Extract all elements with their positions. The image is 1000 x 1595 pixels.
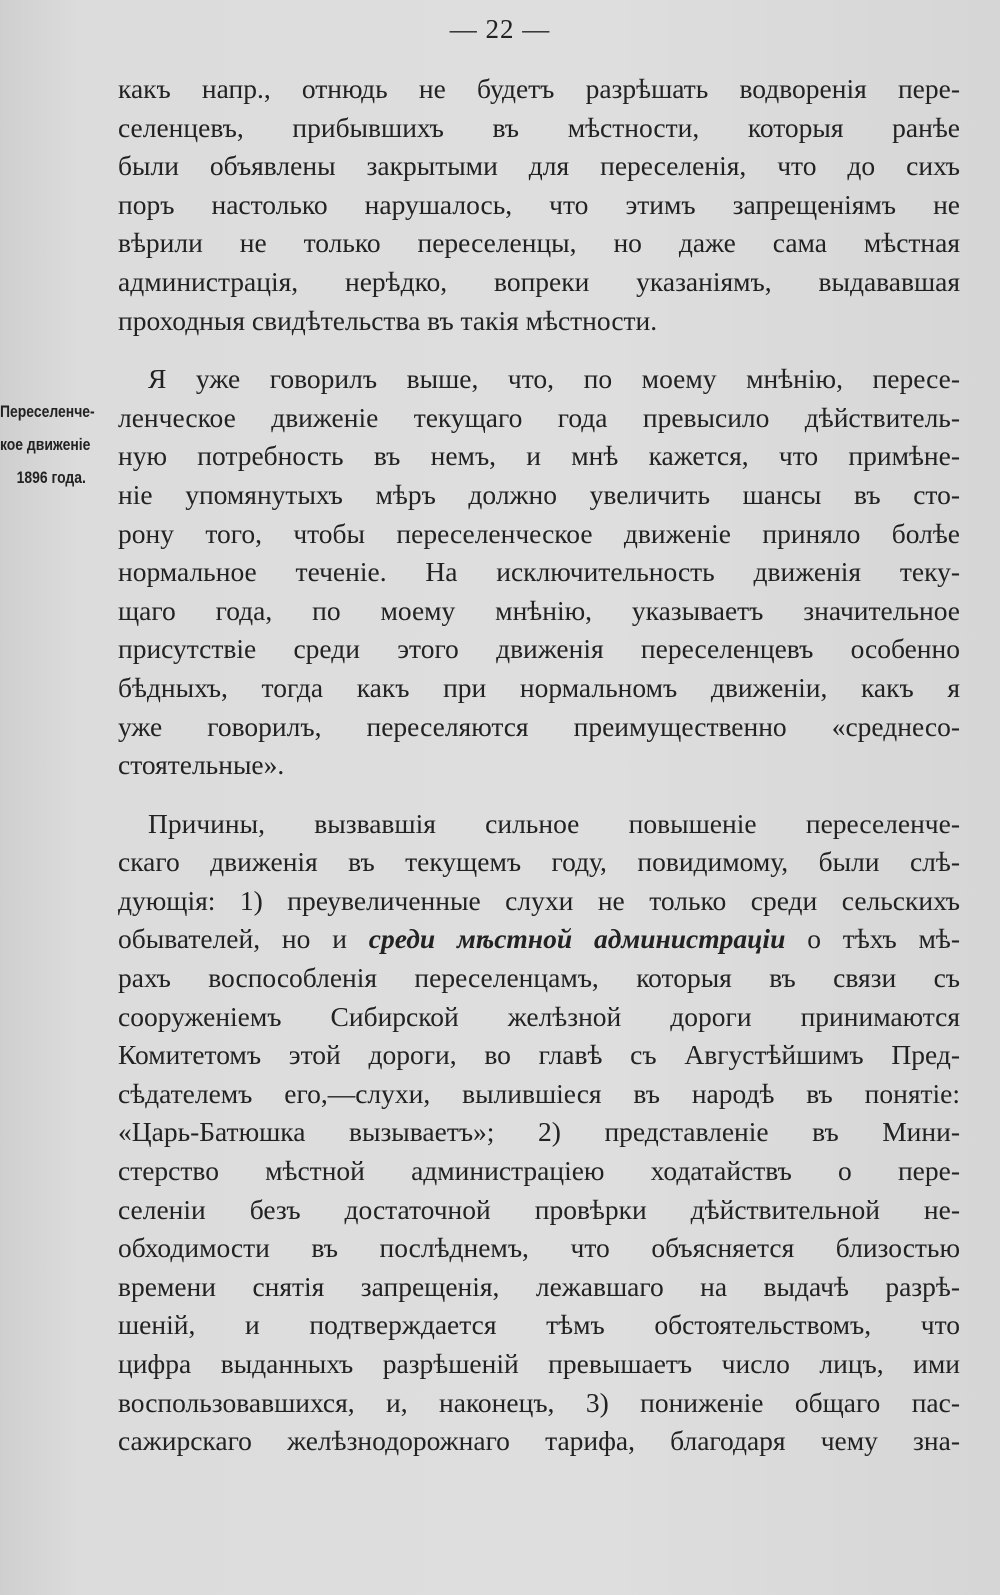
text-line: администрація, нерѣдко, вопреки указаніямъ, выдававшая bbox=[118, 265, 960, 297]
text-line: сѣдателемъ его,—слухи, вылившіеся въ народѣ въ понятіе: bbox=[118, 1077, 960, 1109]
text-line: нормальное теченіе. На исключительность движенія теку- bbox=[118, 556, 960, 588]
paragraph-1 bbox=[118, 70, 960, 340]
text-line: сажирскаго желѣзнодорожнаго тарифа, благодаря чему зна- bbox=[118, 1425, 960, 1457]
text-line: обходимости въ послѣднемъ, что объясняется близостью bbox=[118, 1232, 960, 1264]
emphasized-text: среди мѣстной администраціи bbox=[368, 923, 786, 955]
margin-note-line: кое движеніе bbox=[0, 435, 91, 454]
text-line: присутствіе среди этого движенія переселенцевъ особенно bbox=[118, 633, 960, 665]
text-line: стерство мѣстной администраціею ходатайствъ о пере- bbox=[118, 1155, 960, 1187]
text-line: времени снятія запрещенія, лежавшаго на выдачѣ разрѣ- bbox=[118, 1270, 960, 1302]
text-line: ленческое движеніе текущаго года превысило дѣйствитель- bbox=[118, 401, 960, 433]
text-line: цифра выданныхъ разрѣшеній превышаетъ число лицъ, ими bbox=[118, 1348, 960, 1379]
text-line bbox=[118, 920, 960, 959]
text-line: рону того, чтобы переселенческое движеніе приняло болѣе bbox=[118, 517, 960, 549]
text-line: «Царь-Батюшка вызываетъ»; 2) представленіе въ Мини- bbox=[118, 1116, 960, 1148]
text-fragment: о тѣхъ мѣ- bbox=[807, 923, 961, 955]
text-line: Я уже говорилъ выше, что, по моему мнѣнію, пересе- bbox=[148, 363, 960, 395]
text-line: стоятельные». bbox=[118, 749, 285, 781]
page-number: — 22 — bbox=[449, 14, 551, 44]
text-line: проходныя свидѣтельства въ такія мѣстности. bbox=[118, 304, 658, 336]
text-line: ніе упомянутыхъ мѣръ должно увеличить шансы въ сто- bbox=[118, 478, 960, 510]
text-line: скаго движенія въ текущемъ году, повидимому, были слѣ- bbox=[118, 846, 960, 878]
text-fragment: обывателей, но и bbox=[118, 923, 347, 955]
margin-note-line: 1896 года. bbox=[16, 468, 86, 487]
paragraph-3 bbox=[118, 805, 960, 1461]
text-line: дующія: 1) преувеличенные слухи не только среди сельскихъ bbox=[118, 884, 960, 916]
text-line: какъ напр., отнюдь не будетъ разрѣшать водворенія пере- bbox=[118, 73, 960, 104]
text-line: поръ настолько нарушалось, что этимъ запрещеніямъ не bbox=[118, 188, 960, 220]
text-line: вѣрили не только переселенцы, но даже сама мѣстная bbox=[118, 227, 960, 259]
text-line: рахъ воспособленія переселенцамъ, которыя въ связи съ bbox=[118, 962, 960, 994]
text-line: сооруженіемъ Сибирской желѣзной дороги принимаются bbox=[118, 1000, 960, 1032]
text-line: бѣдныхъ, тогда какъ при нормальномъ движеніи, какъ я bbox=[118, 671, 960, 703]
body-text bbox=[118, 70, 960, 1461]
text-line: шеній, и подтверждается тѣмъ обстоятельствомъ, что bbox=[118, 1309, 960, 1341]
text-line: селенцевъ, прибывшихъ въ мѣстности, которыя ранѣе bbox=[118, 111, 960, 143]
paragraph-2 bbox=[118, 360, 960, 785]
text-line: селеніи безъ достаточной провѣрки дѣйствительной не- bbox=[118, 1193, 960, 1225]
text-line: Причины, вызвавшія сильное повышеніе переселенче- bbox=[148, 807, 960, 839]
text-line: щаго года, по моему мнѣнію, указываетъ значительное bbox=[118, 594, 960, 626]
text-line: ную потребность въ немъ, и мнѣ кажется, что примѣне- bbox=[118, 440, 960, 472]
margin-note bbox=[0, 395, 95, 494]
text-line: были объявлены закрытыми для переселенія, что до сихъ bbox=[118, 150, 960, 182]
margin-note-line: Переселенче- bbox=[0, 402, 95, 421]
text-line: Комитетомъ этой дороги, во главѣ съ Августѣйшимъ Пред- bbox=[118, 1039, 960, 1071]
text-line: уже говорилъ, переселяются преимущественно «среднесо- bbox=[118, 710, 960, 742]
text-line: воспользовавшихся, и, наконецъ, 3) пониженіе общаго пас- bbox=[118, 1386, 960, 1418]
